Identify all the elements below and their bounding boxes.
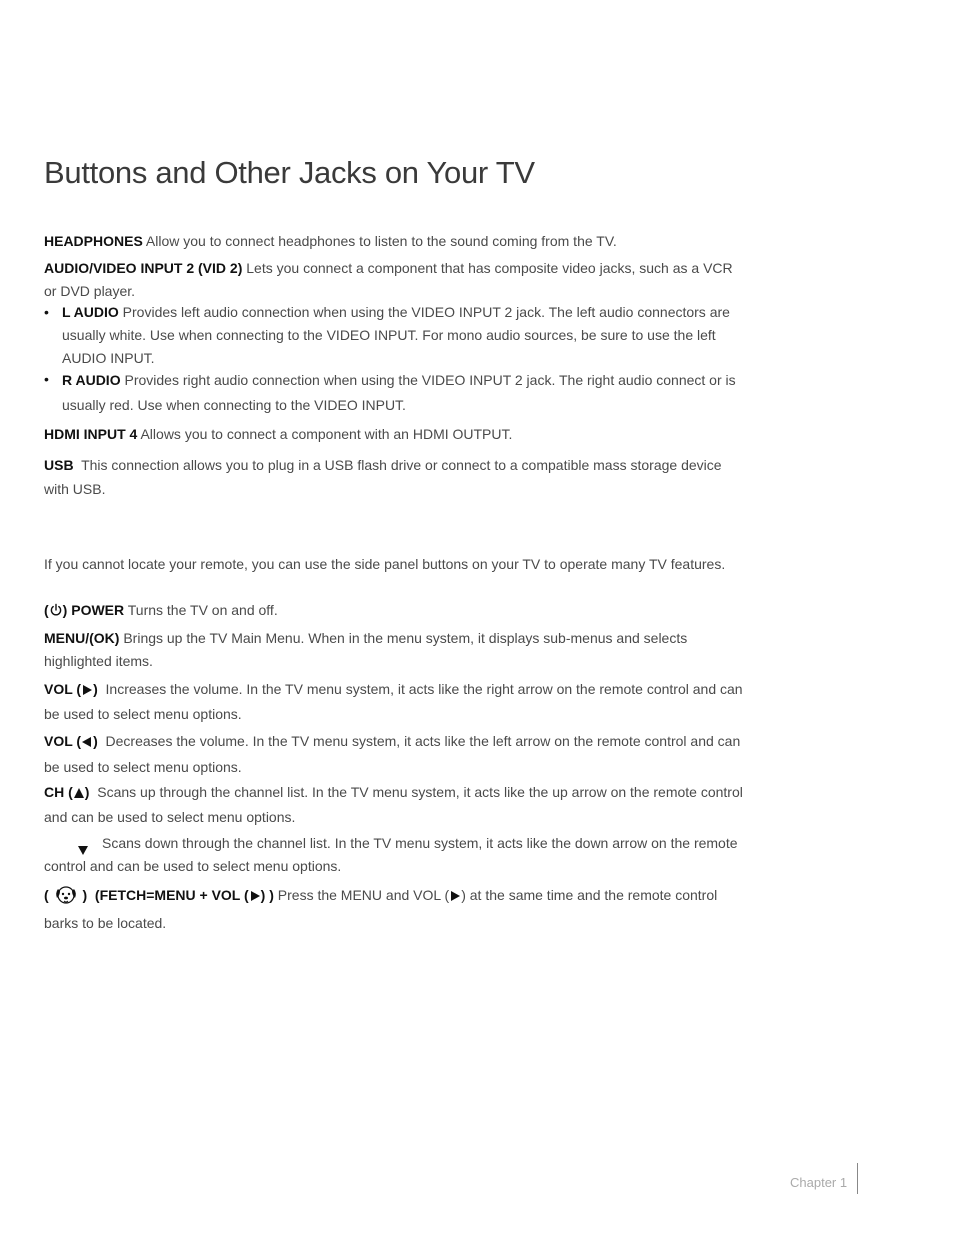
vol-up-paragraph [44, 678, 744, 726]
fetch-term-open: (FETCH=MENU + VOL ( [94, 887, 249, 903]
fetch-right-arrow-icon [249, 886, 261, 909]
ch-down-paragraph [44, 832, 744, 878]
ch-up-text: Scans up through the channel list. In the TV menu system, it acts like the up arrow on the remote control and can be used to select menu options. [44, 784, 743, 825]
av-input-paragraph [44, 257, 744, 303]
fetch-paragraph [44, 883, 744, 935]
headphones-term: HEADPHONES [44, 233, 143, 249]
fetch-close-paren: ) [82, 887, 88, 903]
power-close-paren: ) [62, 602, 68, 618]
headphones-paragraph [44, 230, 744, 253]
page-title: Buttons and Other Jacks on Your TV [44, 155, 535, 190]
usb-term: USB [44, 457, 74, 473]
l-audio-text: Provides left audio connection when using the VIDEO INPUT 2 jack. The left audio connectors are usually white. Use when connecting to the VIDEO INPUT. For mono audio sources, be sure to use the left AUDIO INPUT. [62, 304, 730, 366]
fetch-text-b: ) at the same time and the remote control barks to be located. [44, 887, 718, 931]
l-audio-paragraph [62, 301, 744, 370]
vol-up-term-close: ) [93, 681, 98, 697]
vol-down-term-open: VOL ( [44, 733, 82, 749]
power-icon [49, 601, 63, 624]
power-open-paren: ( [44, 602, 49, 618]
vol-down-term-close: ) [93, 733, 98, 749]
ch-up-paragraph [44, 781, 744, 829]
dog-icon [53, 883, 79, 912]
r-audio-text: Provides right audio connection when using the VIDEO INPUT 2 jack. The right audio connect or is usually red. Use when connecting to the VIDEO INPUT. [62, 372, 736, 413]
ch-up-term-open: CH ( [44, 784, 73, 800]
ch-down-text: Scans down through the channel list. In the TV menu system, it acts like the down arrow on the remote control and can be used to select menu options. [44, 835, 738, 874]
hdmi-text: Allows you to connect a component with an HDMI OUTPUT. [140, 426, 513, 442]
menu-term: MENU/(OK) [44, 630, 120, 646]
fetch-text-a: Press the MENU and VOL ( [277, 887, 450, 903]
footer-divider [857, 1163, 858, 1194]
menu-paragraph [44, 627, 744, 673]
power-term: POWER [71, 602, 125, 618]
fetch-open-paren: ( [44, 887, 49, 903]
hdmi-term: HDMI INPUT 4 [44, 426, 138, 442]
vol-down-paragraph [44, 729, 744, 779]
ch-up-term-close: ) [84, 784, 90, 800]
right-arrow-icon [81, 680, 93, 703]
headphones-text: Allow you to connect headphones to listen to the sound coming from the TV. [145, 233, 617, 249]
r-audio-paragraph [62, 368, 744, 418]
footer-chapter: Chapter 1 [790, 1175, 848, 1190]
up-arrow-icon [73, 783, 85, 806]
vol-up-text: Increases the volume. In the TV menu system, it acts like the right arrow on the remote control and can be used to select menu options. [44, 681, 743, 722]
menu-text: Brings up the TV Main Menu. When in the menu system, it displays sub-menus and selects highlighted items. [44, 630, 688, 669]
side-panel-intro: If you cannot locate your remote, you can use the side panel buttons on your TV to operate many TV features. [44, 556, 726, 572]
hdmi-paragraph [44, 423, 744, 446]
r-audio-term: R AUDIO [62, 372, 121, 388]
vol-up-term-open: VOL ( [44, 681, 82, 697]
fetch-term-close: ) ) [260, 887, 274, 903]
power-paragraph [44, 599, 744, 624]
r-audio-bullet: • [44, 371, 49, 387]
av-input-text: Lets you connect a component that has composite video jacks, such as a VCR or DVD player. [44, 260, 733, 299]
l-audio-term: L AUDIO [62, 304, 119, 320]
fetch-text-right-arrow-icon [449, 886, 461, 909]
left-arrow-icon [81, 731, 93, 755]
usb-paragraph [44, 453, 744, 501]
usb-text: This connection allows you to plug in a USB flash drive or connect to a compatible mass storage device with USB. [44, 457, 722, 497]
ch-down-block [44, 832, 744, 878]
vol-down-text: Decreases the volume. In the TV menu system, it acts like the left arrow on the remote control and can be used to select menu options. [44, 733, 741, 775]
power-text: Turns the TV on and off. [127, 602, 278, 618]
av-input-term: AUDIO/VIDEO INPUT 2 (VID 2) [44, 260, 243, 276]
l-audio-bullet: • [44, 304, 49, 320]
